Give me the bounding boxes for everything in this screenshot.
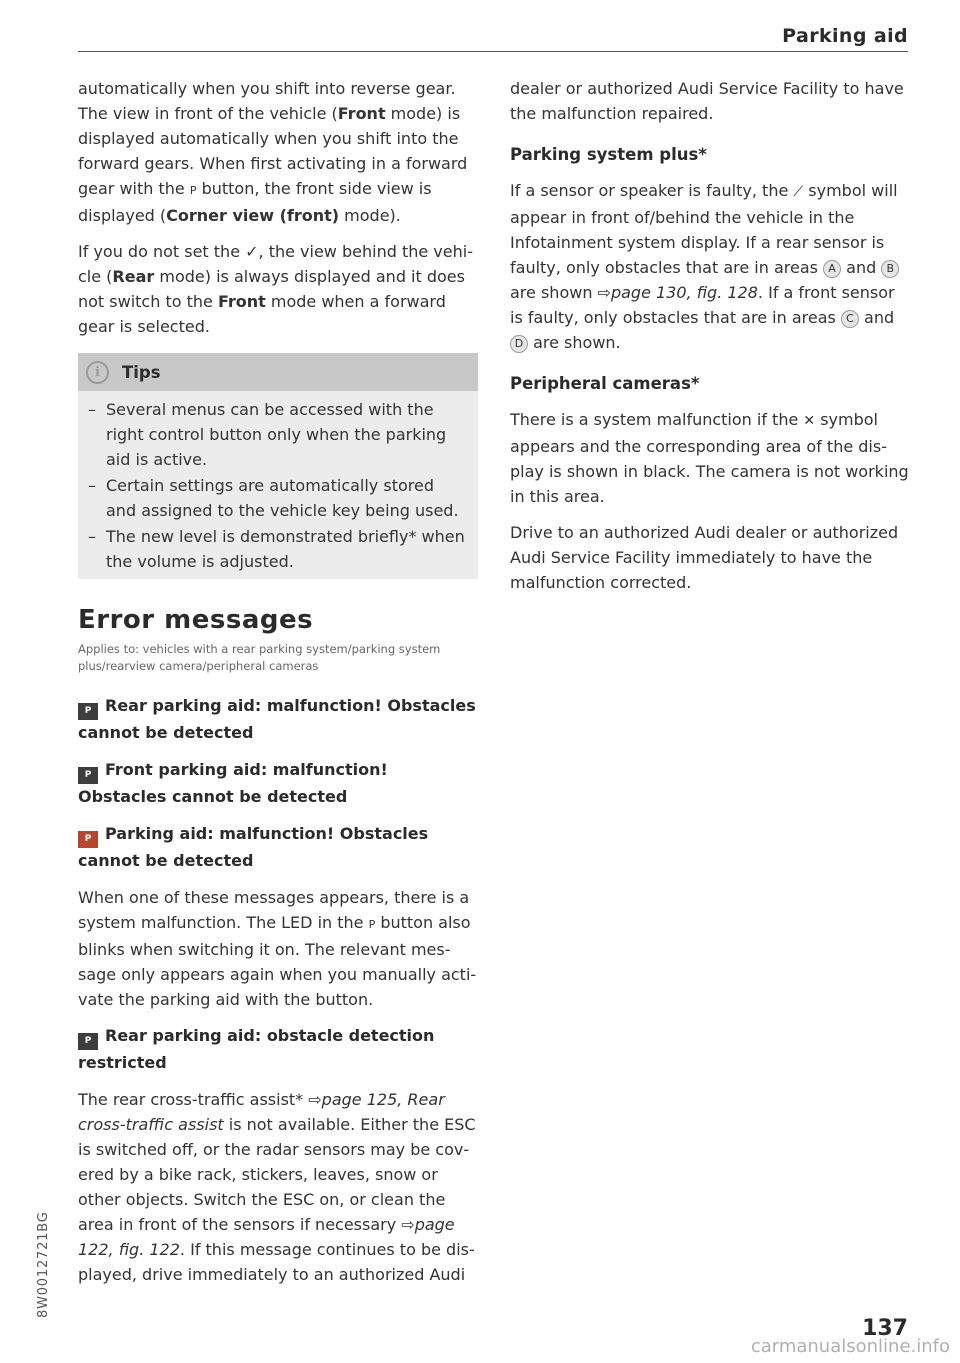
sensor-fault-icon: ⟋ [793, 184, 804, 200]
cross-reference[interactable]: page 130, fig. 128 [610, 283, 758, 302]
error-message-restricted: P Rear parking aid: obstacle detection restricted [78, 1026, 435, 1072]
area-c-badge: C [841, 310, 859, 328]
right-column [510, 76, 910, 606]
tips-title: Tips [122, 362, 161, 382]
section-title: Error messages [78, 605, 314, 635]
tip-item: – Certain settings are automatically stored and assigned to the vehicle key being used. [88, 473, 468, 523]
parking-aid-warning-icon: P [78, 1033, 98, 1050]
applies-to-note: Applies to: vehicles with a rear parking system/parking system plus/rearview camera/peripheral cameras [78, 642, 441, 673]
document-code: 8W0012721BG [36, 1211, 51, 1318]
checkmark-icon: ✓ [245, 242, 259, 261]
header-rule [78, 51, 908, 52]
camera-fault-icon: ✕ [803, 413, 816, 429]
arrow-ref-icon: ⇨ [401, 1215, 415, 1234]
parking-aid-button-icon: P [189, 184, 197, 197]
tip-item: – The new level is demonstrated briefly* when the volume is adjusted. [88, 524, 468, 574]
error-message-front: P Front parking aid: malfunction! Obstacles cannot be detected [78, 760, 388, 806]
error-message-rear: P Rear parking aid: malfunction! Obstacles cannot be detected [78, 696, 476, 742]
arrow-ref-icon: ⇨ [597, 283, 611, 302]
paragraph-repair: dealer or authorized Audi Service Facility to have the malfunction repaired. [510, 79, 904, 123]
parking-aid-warning-icon: P [78, 767, 98, 784]
subheading-parking-system-plus: Parking system plus* [510, 145, 707, 164]
paragraph-checkmark: If you do not set the ✓, the view behind the vehicle (Rear mode) is always displayed and it does not switch to the Front mode when a forward gear is selected. [78, 242, 473, 336]
area-a-badge: A [823, 260, 841, 278]
tip-item: – Several menus can be accessed with the right control button only when the parking aid is active. [88, 397, 468, 472]
paragraph-cross-traffic: The rear cross-traffic assist* ⇨page 125, Rear cross-traffic assist is not available. Either the ESC is switched off, or the radar sensors may be covered by a bike rack, stickers, leaves, snow or other objects. Switch the ESC on, or clean the area in front of the sensors if necessary ⇨page 122, fig. 122. If this message continues to be displayed, drive immediately to an authorized Audi [78, 1090, 476, 1284]
error-message-general: P Parking aid: malfunction! Obstacles cannot be detected [78, 824, 429, 870]
tips-list [78, 391, 478, 579]
cross-reference[interactable]: page 125, Rear cross-traffic assist [78, 1090, 445, 1134]
page-number: 137 [862, 1316, 908, 1341]
area-d-badge: D [510, 335, 528, 353]
left-column [78, 76, 478, 1298]
cross-reference[interactable]: page 122, fig. 122 [78, 1215, 455, 1259]
paragraph-sensor-faulty: If a sensor or speaker is faulty, the ⟋ symbol will appear in front of/behind the vehicle in the Infotainment system display. If a rear sensor is faulty, only obstacles that are in areas A and B are shown ⇨page 130, fig. 128. If a front sensor is faulty, only obstacles that are in areas C and D are shown. [510, 181, 898, 352]
watermark: carmanualsonline.info [750, 1336, 950, 1357]
paragraph-view-modes: automatically when you shift into reverse gear. The view in front of the vehicle (Front mode) is displayed automatically when you shift into the forward gears. When first activating in a forward gear with the P button, the front side view is displayed (Corner view (front) mode). [78, 79, 468, 225]
tips-header [78, 353, 478, 391]
tips-box [78, 353, 478, 579]
paragraph-camera-malfunction: There is a system malfunction if the ✕ symbol appears and the corresponding area of the display is shown in black. The camera is not working in this area. [510, 410, 909, 506]
running-header: Parking aid [782, 25, 908, 47]
paragraph-drive-to-dealer: Drive to an authorized Audi dealer or authorized Audi Service Facility immediately to have the malfunction corrected. [510, 523, 899, 592]
parking-aid-warning-icon: P [78, 703, 98, 720]
area-b-badge: B [881, 260, 899, 278]
arrow-ref-icon: ⇨ [308, 1090, 322, 1109]
info-icon: i [86, 361, 109, 384]
paragraph-malfunction: When one of these messages appears, there is a system malfunction. The LED in the P button also blinks when switching it on. The relevant message only appears again when you manually activate the parking aid with the button. [78, 888, 477, 1009]
parking-aid-button-icon: P [368, 918, 376, 931]
parking-aid-warning-icon: P [78, 831, 98, 848]
subheading-peripheral-cameras: Peripheral cameras* [510, 374, 700, 393]
